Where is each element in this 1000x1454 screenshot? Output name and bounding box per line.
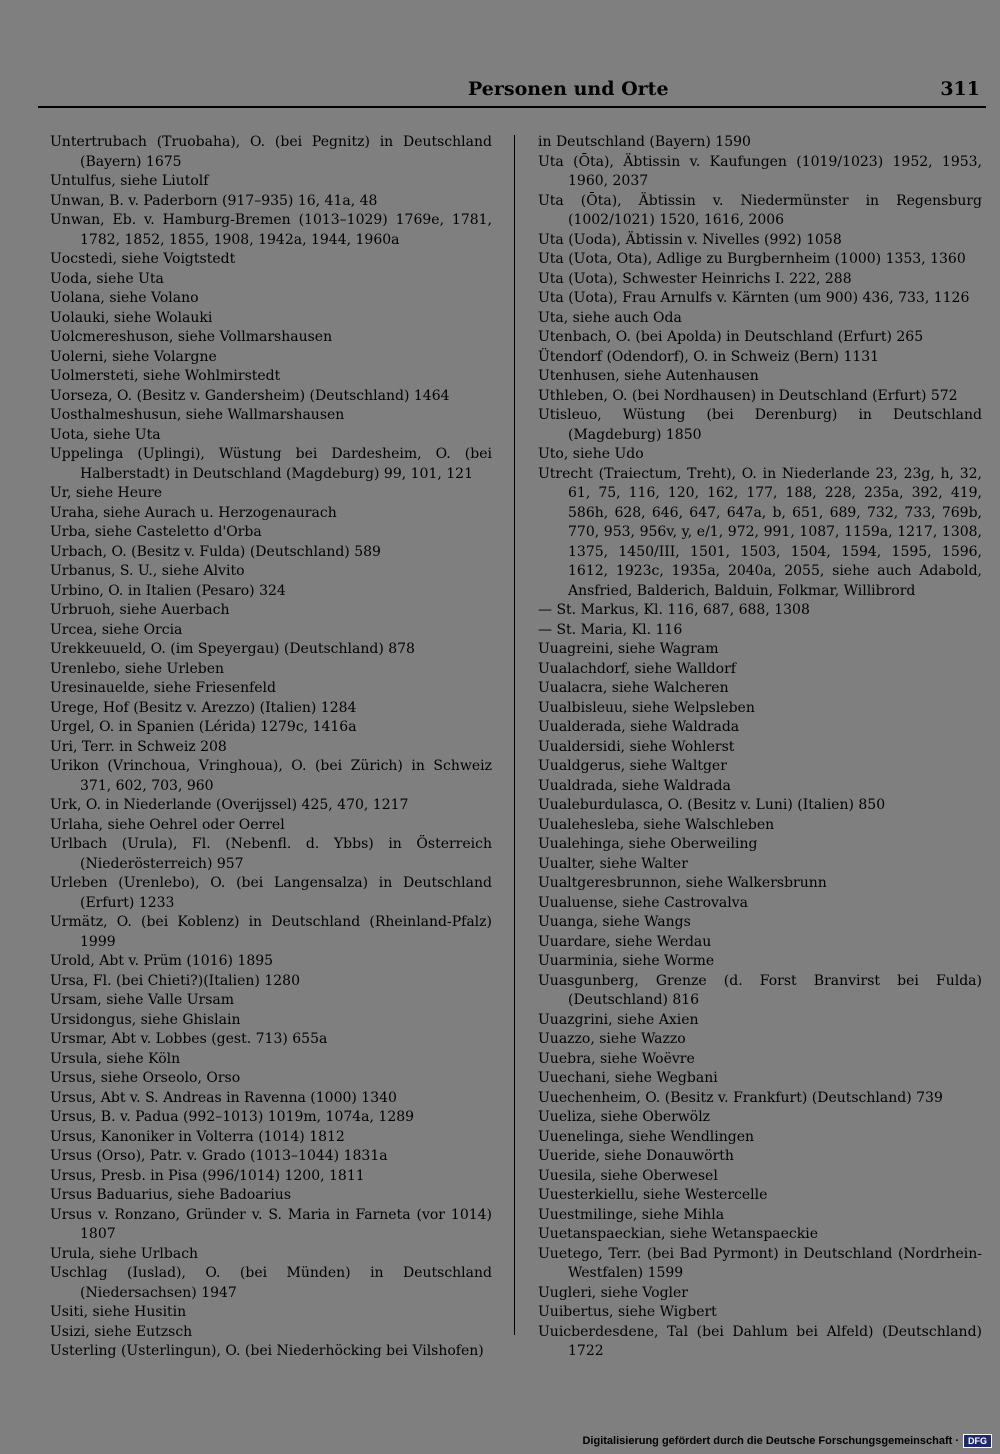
page-number: 311 — [940, 78, 980, 100]
index-entry: — St. Maria, Kl. 116 — [538, 621, 683, 638]
index-entry: Uualachdorf, siehe Walldorf — [538, 660, 736, 677]
index-entry: Uueliza, siehe Oberwölz — [538, 1109, 711, 1125]
index-entry: Urula, siehe Urlbach — [50, 1245, 199, 1262]
index-entry: Uri, Terr. in Schweiz 208 — [50, 738, 227, 755]
index-entry: Ursus, B. v. Padua (992–1013) 1019m, 1074a, 1289 — [50, 1109, 415, 1125]
left-column — [40, 133, 492, 1362]
index-entry: Usizi, siehe Eutzsch — [50, 1323, 193, 1340]
index-entry: Untertrubach (Truobaha), O. (bei Pegnitz) in Deutschland (Bayern) 1675 — [50, 134, 492, 170]
index-entry: Uualdrada, siehe Waldrada — [538, 777, 731, 794]
index-entry: Urbach, O. (Besitz v. Fulda) (Deutschland) 589 — [50, 543, 381, 560]
index-entry: Ütendorf (Odendorf), O. in Schweiz (Bern) 1131 — [538, 348, 880, 365]
index-entry: Uolauki, siehe Wolauki — [50, 309, 213, 326]
index-entry: Uuetego, Terr. (bei Bad Pyrmont) in Deutschland (Nordrhein-Westfalen) 1599 — [538, 1245, 982, 1281]
index-entry: Uuesila, siehe Oberwesel — [538, 1167, 718, 1184]
index-entry: Uuarminia, siehe Worme — [538, 953, 715, 969]
index-entry: Ursmar, Abt v. Lobbes (gest. 713) 655a — [50, 1031, 328, 1047]
index-entry: Urold, Abt v. Prüm (1016) 1895 — [50, 953, 274, 969]
right-column — [538, 133, 982, 1362]
index-entry: Uueride, siehe Donauwörth — [538, 1148, 734, 1164]
index-entry: Ursam, siehe Valle Ursam — [50, 992, 235, 1008]
index-entry: Urk, O. in Niederlande (Overijssel) 425, 470, 1217 — [50, 797, 409, 813]
index-entry: Uota, siehe Uta — [50, 426, 161, 443]
index-entry: Uta (Ōta), Äbtissin v. Kaufungen (1019/1023) 1952, 1953, 1960, 2037 — [538, 153, 982, 189]
index-entry: Uuicberdesdene, Tal (bei Dahlum bei Alfeld) (Deutschland) 1722 — [538, 1323, 982, 1359]
index-entry: Unwan, B. v. Paderborn (917–935) 16, 41a, 48 — [50, 192, 378, 209]
index-entry: Urbanus, S. U., siehe Alvito — [50, 563, 245, 579]
index-entry: Urgel, O. in Spanien (Lérida) 1279c, 1416a — [50, 719, 357, 735]
index-entry: Urcea, siehe Orcia — [50, 621, 183, 638]
index-entry: Uolerni, siehe Volargne — [50, 348, 217, 365]
index-entry: Ursus, Presb. in Pisa (996/1014) 1200, 1811 — [50, 1167, 365, 1184]
index-entry: Urlbach (Urula), Fl. (Nebenfl. d. Ybbs) in Österreich (Niederösterreich) 957 — [50, 836, 492, 872]
index-entry: Ursidongus, siehe Ghislain — [50, 1011, 241, 1028]
index-entry: Ursus Baduarius, siehe Badoarius — [50, 1187, 292, 1203]
index-entry: Uualehesleba, siehe Walschleben — [538, 816, 775, 833]
index-entry: Utrecht (Traiectum, Treht), O. in Niederlande 23, 23g, h, 32, 61, 75, 116, 120, 162, 177, 188, 228, 235a, 392, 419, 586h, 628, 646, 647, 647a, b, 651, 689, 732, 733, 769b, 770, 953, 956v, y, e/1, 972, 991, 1087, 1159a, 1217, 1308, 1375, 1450/III, 1501, 1503, 1504, 1594, 1595, 1596, 1612, 1923c, 1935a, 2040a, 2055, siehe auch Adabold, Ansfried, Balderich, Balduin, Folkmar, Willibrord — [538, 465, 982, 599]
index-entry: Uuazgrini, siehe Axien — [538, 1011, 699, 1028]
index-entry: Uualbisleuu, siehe Welpsleben — [538, 699, 755, 716]
index-entry: Uuechani, siehe Wegbani — [538, 1070, 718, 1086]
index-entry: Utenhusen, siehe Autenhausen — [538, 368, 759, 384]
index-entry: Urlaha, siehe Oehrel oder Oerrel — [50, 816, 285, 833]
index-entry: Uualeburdulasca, O. (Besitz v. Luni) (Italien) 850 — [538, 797, 886, 813]
index-entry: Usiti, siehe Husitin — [50, 1304, 187, 1320]
index-entry: Uuasgunberg, Grenze (d. Forst Branvirst bei Fulda) (Deutschland) 816 — [538, 972, 982, 1008]
index-entry: Uolmersteti, siehe Wohlmirstedt — [50, 368, 281, 384]
index-entry: Uppelinga (Uplingi), Wüstung bei Dardesheim, O. (bei Halberstadt) in Deutschland (Magdeburg) 99, 101, 121 — [50, 446, 492, 482]
index-entry: Uorseza, O. (Besitz v. Gandersheim) (Deutschland) 1464 — [50, 387, 450, 404]
index-entry: Uualuense, siehe Castrovalva — [538, 894, 749, 911]
index-entry: Uresinauelde, siehe Friesenfeld — [50, 680, 276, 696]
index-entry: Uualacra, siehe Walcheren — [538, 680, 729, 696]
footer — [582, 1434, 992, 1448]
index-entry: Ur, siehe Heure — [50, 485, 163, 501]
index-entry: Uto, siehe Udo — [538, 446, 644, 462]
index-entry: Uschlag (Iuslad), O. (bei Münden) in Deutschland (Niedersachsen) 1947 — [50, 1265, 492, 1301]
index-entry: Uugleri, siehe Vogler — [538, 1284, 688, 1301]
index-entry: Uta (Uota), Frau Arnulfs v. Kärnten (um 900) 436, 733, 1126 — [538, 290, 970, 306]
index-entry: Uolana, siehe Volano — [50, 290, 199, 306]
index-entry: Usterling (Usterlingun), O. (bei Niederhöcking bei Vilshofen) — [50, 1343, 484, 1359]
index-entry: Unwan, Eb. v. Hamburg-Bremen (1013–1029) 1769e, 1781, 1782, 1852, 1855, 1908, 1942a, 1944, 1960a — [50, 212, 492, 248]
index-entry: Uuazzo, siehe Wazzo — [538, 1031, 686, 1047]
index-entry: Utenbach, O. (bei Apolda) in Deutschland (Erfurt) 265 — [538, 329, 924, 345]
index-entry: Uta (Uota, Ota), Adlige zu Burgbernheim (1000) 1353, 1360 — [538, 251, 966, 267]
index-entry: Urenlebo, siehe Urleben — [50, 660, 225, 677]
index-entry: Urikon (Vrinchoua, Vringhoua), O. (bei Zürich) in Schweiz 371, 602, 703, 960 — [50, 758, 492, 794]
page-title: Personen und Orte — [468, 78, 669, 100]
index-entry: Uuagreini, siehe Wagram — [538, 641, 719, 657]
index-entry: Urleben (Urenlebo), O. (bei Langensalza) in Deutschland (Erfurt) 1233 — [50, 875, 492, 911]
column-divider — [514, 135, 515, 1335]
footer-text: Digitalisierung gefördert durch die Deutsche Forschungsgemeinschaft · — [582, 1435, 959, 1447]
index-entry: Urba, siehe Casteletto d'Orba — [50, 524, 262, 540]
index-entry: Urmätz, O. (bei Koblenz) in Deutschland (Rheinland-Pfalz) 1999 — [50, 914, 492, 950]
index-entry: Uthleben, O. (bei Nordhausen) in Deutschland (Erfurt) 572 — [538, 387, 958, 404]
index-entry: Ursus, Abt v. S. Andreas in Ravenna (1000) 1340 — [50, 1089, 397, 1106]
page-header — [38, 72, 986, 108]
index-entry: Urege, Hof (Besitz v. Arezzo) (Italien) 1284 — [50, 699, 357, 716]
index-entry: Uualehinga, siehe Oberweiling — [538, 836, 758, 852]
dfg-logo-icon: DFG — [963, 1434, 992, 1448]
index-entry: Uualdersidi, siehe Wohlerst — [538, 738, 735, 755]
index-entry: Ursus, siehe Orseolo, Orso — [50, 1070, 241, 1086]
index-entry: Uuesterkiellu, siehe Westercelle — [538, 1187, 768, 1203]
index-entry: Uuenelinga, siehe Wendlingen — [538, 1128, 755, 1145]
index-entry: in Deutschland (Bayern) 1590 — [538, 134, 751, 150]
index-entry: Utisleuo, Wüstung (bei Derenburg) in Deutschland (Magdeburg) 1850 — [538, 407, 982, 443]
index-entry: Uuanga, siehe Wangs — [538, 914, 691, 930]
index-entry: Uosthalmeshusun, siehe Wallmarshausen — [50, 407, 345, 423]
index-entry: Uualdgerus, siehe Waltger — [538, 758, 727, 774]
index-entry: Ursus, Kanoniker in Volterra (1014) 1812 — [50, 1128, 345, 1145]
index-entry: Uraha, siehe Aurach u. Herzogenaurach — [50, 504, 337, 521]
index-entry: Uta (Ōta), Äbtissin v. Niedermünster in Regensburg (1002/1021) 1520, 1616, 2006 — [538, 192, 982, 228]
index-entry: Uuebra, siehe Woëvre — [538, 1050, 695, 1067]
index-entry: Urbino, O. in Italien (Pesaro) 324 — [50, 582, 286, 599]
index-entry: Uuibertus, siehe Wigbert — [538, 1304, 717, 1320]
index-entry: Ursa, Fl. (bei Chieti?)(Italien) 1280 — [50, 972, 300, 989]
index-entry: Uolcmereshuson, siehe Vollmarshausen — [50, 329, 333, 345]
index-entry: Uta (Uota), Schwester Heinrichs I. 222, 288 — [538, 270, 852, 287]
index-entry: Uta, siehe auch Oda — [538, 309, 682, 326]
index-entry: Uoda, siehe Uta — [50, 270, 164, 287]
index-entry: Untulfus, siehe Liutolf — [50, 173, 209, 189]
index-entry: Ursus (Orso), Patr. v. Grado (1013–1044) 1831a — [50, 1148, 388, 1164]
index-entry: Uuardare, siehe Werdau — [538, 933, 712, 950]
index-entry: Uualtgeresbrunnon, siehe Walkersbrunn — [538, 875, 827, 891]
index-entry: Uualter, siehe Walter — [538, 855, 688, 872]
index-entry: Ursula, siehe Köln — [50, 1050, 181, 1067]
index-entry: Uuechenheim, O. (Besitz v. Frankfurt) (Deutschland) 739 — [538, 1089, 943, 1106]
index-entry: Urekkeuueld, O. (im Speyergau) (Deutschland) 878 — [50, 641, 415, 657]
index-entry: Uuetanspaeckian, siehe Wetanspaeckie — [538, 1226, 819, 1242]
index-entry: Uuestmilinge, siehe Mihla — [538, 1206, 725, 1223]
index-entry: — St. Markus, Kl. 116, 687, 688, 1308 — [538, 602, 810, 618]
index-entry: Uualderada, siehe Waldrada — [538, 719, 740, 735]
index-entry: Urbruoh, siehe Auerbach — [50, 602, 230, 618]
index-entry: Uta (Uoda), Äbtissin v. Nivelles (992) 1058 — [538, 231, 842, 248]
index-entry: Uocstedi, siehe Voigtstedt — [50, 251, 236, 267]
index-entry: Ursus v. Ronzano, Gründer v. S. Maria in Farneta (vor 1014) 1807 — [50, 1206, 492, 1242]
